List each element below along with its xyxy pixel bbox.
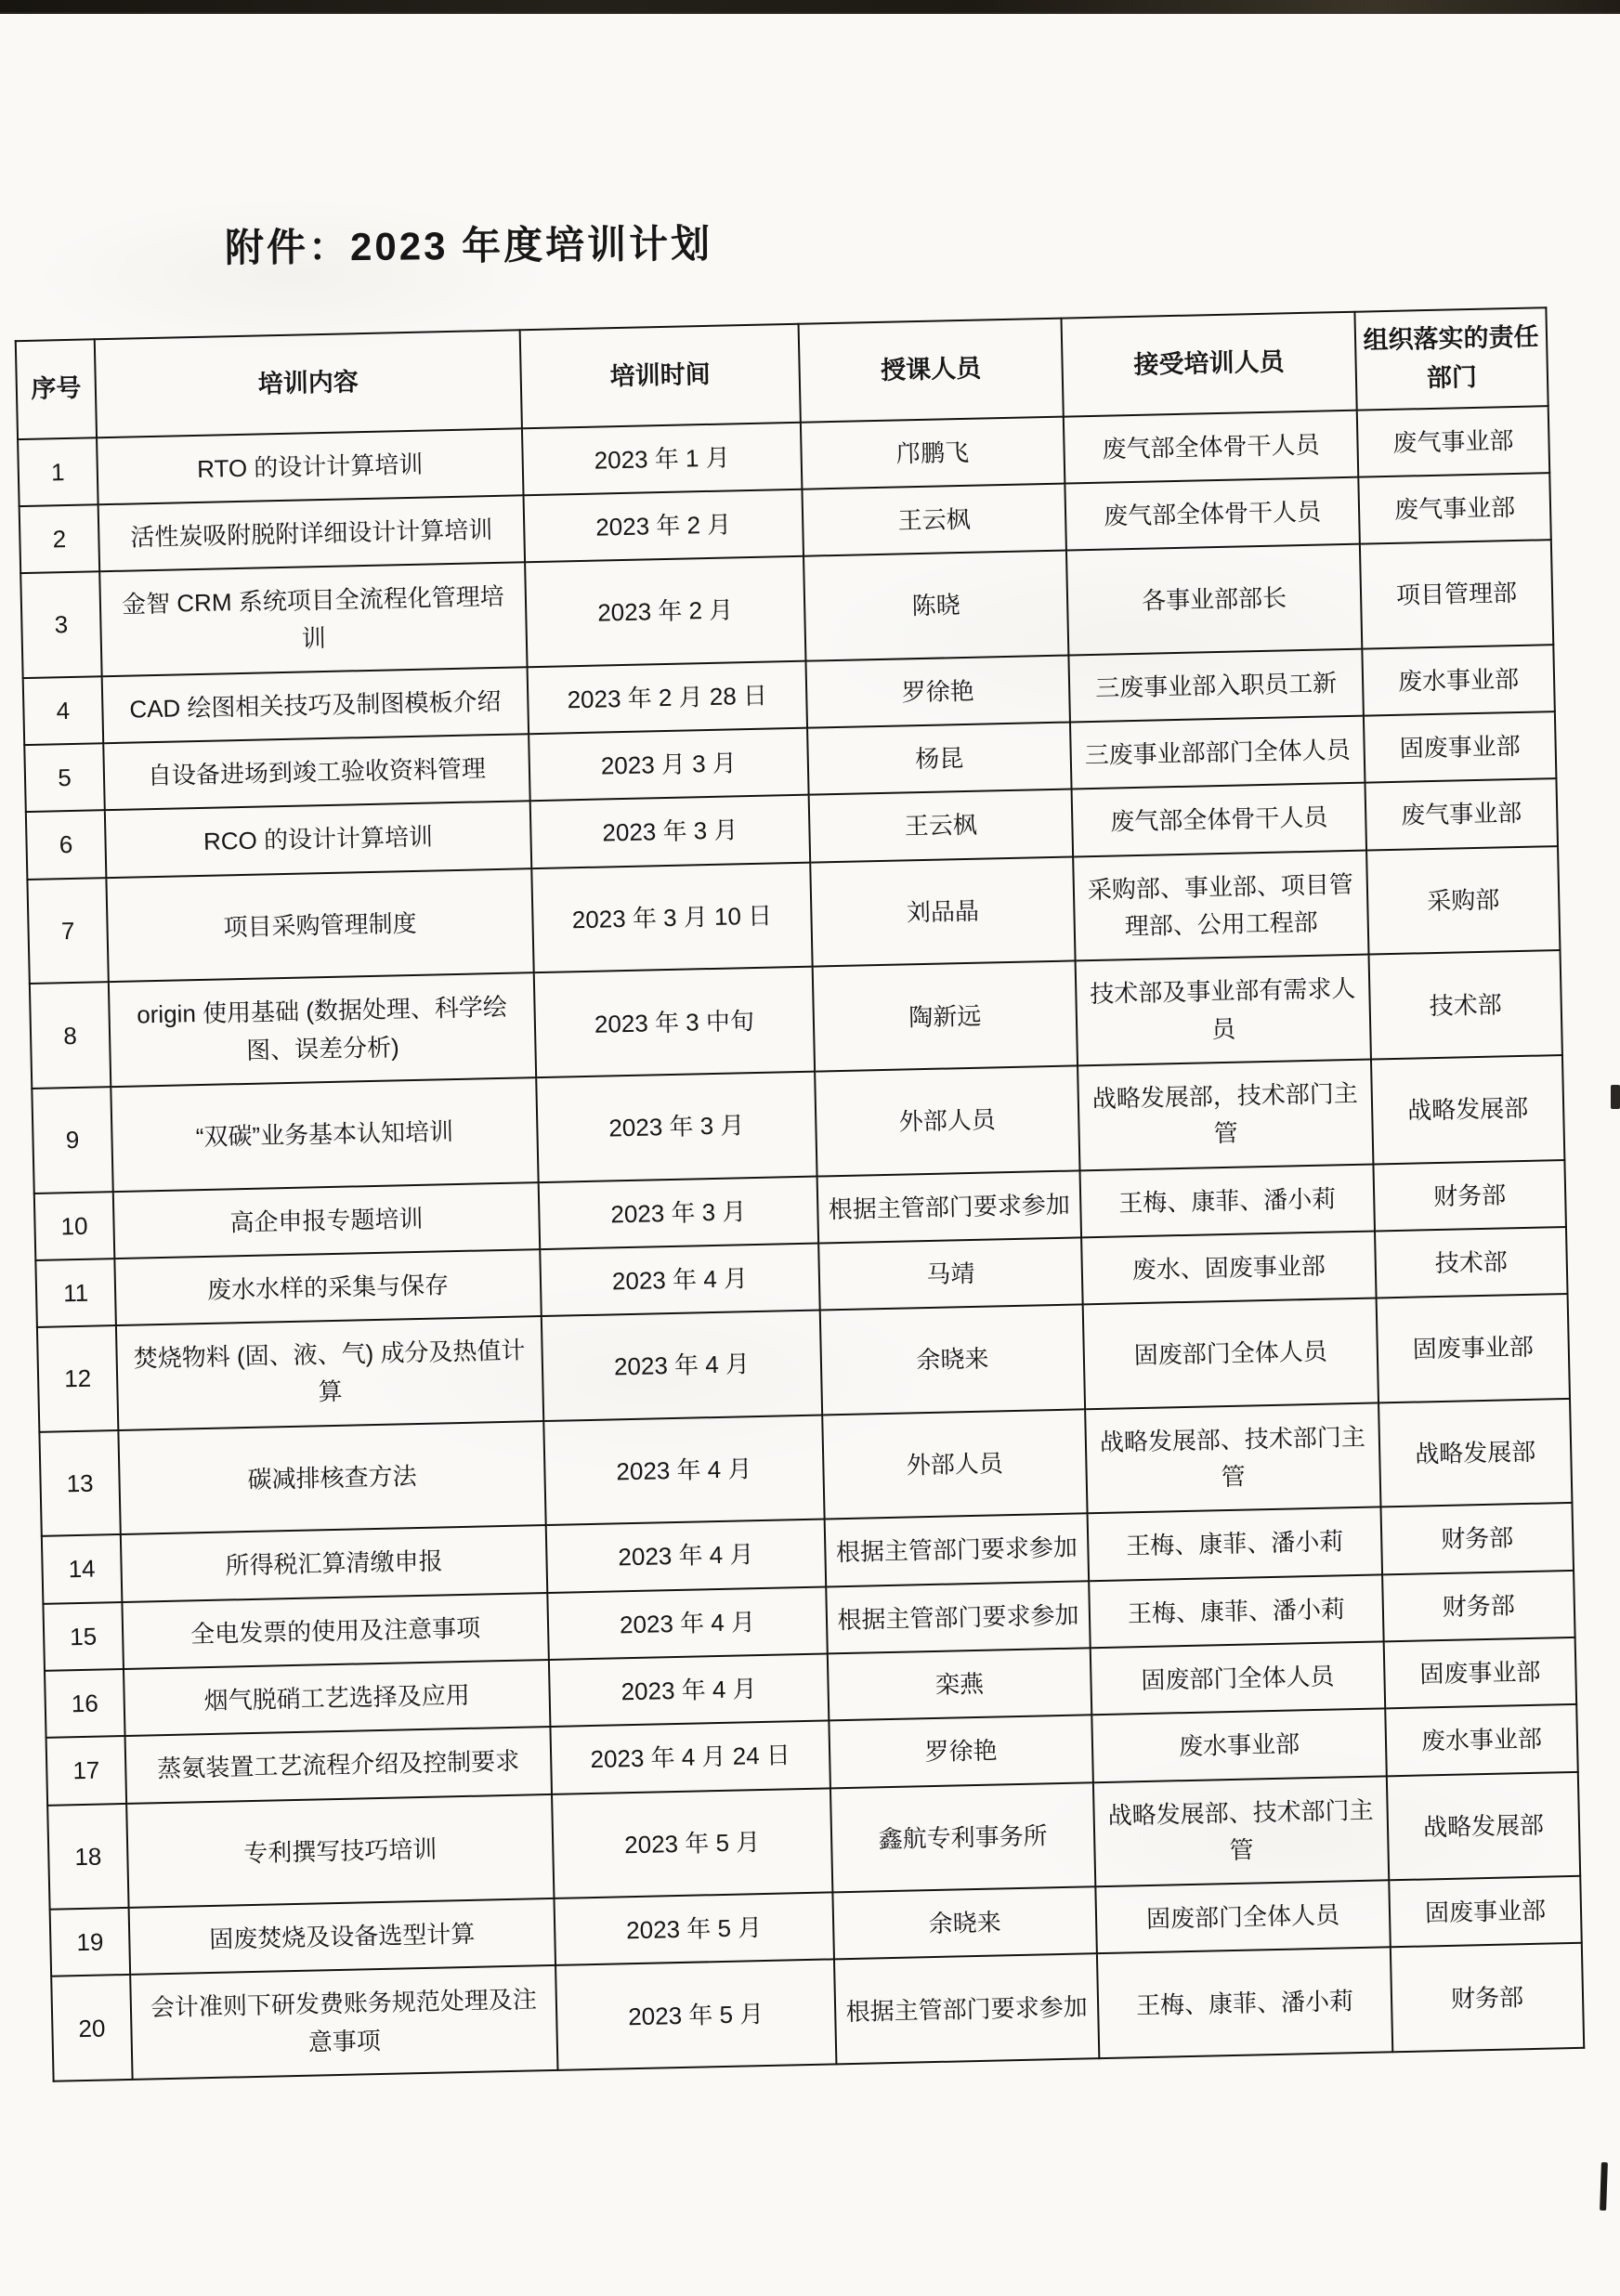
cell-content: origin 使用基础 (数据处理、科学绘图、误差分析) (109, 973, 536, 1088)
cell-instructor: 外部人员 (822, 1409, 1087, 1520)
cell-instructor: 根据主管部门要求参加 (834, 1954, 1099, 2065)
cell-trainees: 王梅、康菲、潘小莉 (1097, 1948, 1392, 2058)
cell-trainees: 废气部全体骨干人员 (1064, 410, 1359, 483)
cell-department: 项目管理部 (1360, 540, 1553, 648)
cell-department: 财务部 (1391, 1943, 1584, 2052)
table-header-col-trainees: 接受培训人员 (1061, 312, 1356, 417)
cell-content: 烟气脱硝工艺选择及应用 (124, 1660, 550, 1736)
cell-time: 2023 年 4 月 (543, 1415, 824, 1525)
cell-department: 采购部 (1366, 846, 1560, 955)
cell-trainees: 三废事业部入职员工新 (1068, 649, 1364, 723)
cell-instructor: 马靖 (818, 1237, 1083, 1310)
cell-trainees: 三废事业部部门全体人员 (1070, 716, 1365, 789)
cell-number: 7 (27, 878, 108, 984)
cell-trainees: 采购部、事业部、项目管理部、公用工程部 (1073, 850, 1368, 960)
cell-instructor: 罗徐艳 (829, 1715, 1093, 1787)
cell-instructor: 杨昆 (807, 723, 1072, 795)
cell-time: 2023 年 4 月 (542, 1311, 822, 1421)
cell-trainees: 废气部全体骨干人员 (1072, 783, 1367, 856)
cell-content: RCO 的设计计算培训 (105, 802, 531, 878)
cell-department: 废气事业部 (1358, 473, 1551, 544)
cell-trainees: 废气部全体骨干人员 (1065, 477, 1360, 551)
cell-number: 2 (20, 504, 100, 573)
cell-department: 废水事业部 (1362, 645, 1555, 716)
cell-time: 2023 年 4 月 (549, 1653, 830, 1727)
cell-number: 13 (39, 1430, 120, 1536)
cell-time: 2023 年 2 月 28 日 (528, 661, 808, 735)
cell-department: 技术部 (1375, 1227, 1568, 1298)
cell-time: 2023 年 4 月 (540, 1243, 820, 1316)
cell-number: 14 (42, 1534, 123, 1603)
cell-number: 20 (51, 1975, 132, 2081)
scan-artifact-top-edge (0, 0, 1620, 14)
cell-content: 碳减排核查方法 (118, 1421, 545, 1535)
cell-content: 项目采购管理制度 (106, 868, 533, 983)
cell-trainees: 废水事业部 (1091, 1709, 1387, 1782)
cell-number: 9 (32, 1087, 112, 1193)
cell-trainees: 废水、固废事业部 (1081, 1231, 1377, 1304)
cell-number: 10 (34, 1192, 115, 1260)
cell-department: 技术部 (1369, 950, 1562, 1059)
cell-department: 固废事业部 (1377, 1294, 1570, 1402)
cell-instructor: 王云枫 (809, 789, 1074, 862)
table-header-col-number: 序号 (16, 339, 97, 439)
cell-trainees: 技术部及事业部有需求人员 (1076, 955, 1371, 1065)
cell-time: 2023 年 5 月 (555, 1960, 836, 2070)
cell-instructor: 刘品晶 (810, 856, 1075, 967)
cell-content: 高企申报专题培训 (113, 1182, 540, 1259)
cell-instructor: 陶新远 (813, 961, 1078, 1072)
cell-number: 3 (20, 572, 101, 678)
cell-content: 固废焚烧及设备选型计算 (129, 1898, 555, 1975)
training-plan-table (15, 307, 1584, 2082)
cell-instructor: 余晓来 (832, 1886, 1097, 1959)
cell-time: 2023 年 5 月 (552, 1788, 832, 1898)
cell-trainees: 各事业部部长 (1066, 544, 1362, 655)
cell-content: 蒸氨装置工艺流程介绍及控制要求 (125, 1727, 552, 1803)
cell-time: 2023 年 2 月 (525, 556, 805, 667)
cell-number: 15 (43, 1602, 124, 1671)
cell-trainees: 固废部门全体人员 (1095, 1880, 1391, 1953)
cell-instructor: 根据主管部门要求参加 (826, 1581, 1091, 1653)
cell-trainees: 王梅、康菲、潘小莉 (1088, 1507, 1383, 1581)
cell-department: 战略发展部 (1378, 1399, 1572, 1507)
cell-time: 2023 年 3 月 (536, 1072, 817, 1182)
cell-instructor: 栾燕 (828, 1648, 1092, 1720)
cell-department: 财务部 (1382, 1571, 1575, 1642)
cell-instructor: 外部人员 (815, 1065, 1079, 1176)
cell-department: 固废事业部 (1384, 1637, 1577, 1709)
cell-content: 所得税汇算清缴申报 (121, 1525, 547, 1601)
cell-instructor: 王云枫 (802, 484, 1066, 556)
cell-number: 4 (23, 676, 104, 745)
cell-content: 焚烧物料 (固、液、气) 成分及热值计算 (116, 1316, 543, 1430)
cell-number: 11 (35, 1259, 116, 1327)
cell-number: 17 (46, 1736, 127, 1805)
cell-department: 废气事业部 (1357, 406, 1550, 477)
cell-number: 5 (24, 743, 105, 812)
cell-time: 2023 年 3 月 10 日 (531, 862, 812, 972)
page-title: 附件：2023 年度培训计划 (224, 221, 713, 270)
table-header-col-time: 培训时间 (520, 324, 801, 428)
cell-content: CAD 绘图相关技巧及制图模板介绍 (102, 667, 529, 743)
cell-trainees: 战略发展部、技术部门主管 (1093, 1776, 1389, 1886)
cell-number: 18 (47, 1803, 128, 1909)
cell-content: 金智 CRM 系统项目全流程化管理培训 (99, 563, 527, 677)
cell-instructor: 陈晓 (803, 551, 1068, 661)
cell-content: 会计准则下研发费账务规范处理及注意事项 (130, 1965, 557, 2080)
cell-trainees: 战略发展部、技术部门主管 (1085, 1402, 1380, 1513)
cell-department: 固废事业部 (1364, 711, 1557, 783)
cell-content: 活性炭吸附脱附详细设计计算培训 (98, 495, 525, 571)
cell-number: 6 (26, 811, 107, 880)
cell-trainees: 王梅、康菲、潘小莉 (1089, 1574, 1384, 1648)
cell-content: “双碳”业务基本认知培训 (111, 1077, 538, 1192)
cell-department: 战略发展部 (1371, 1055, 1564, 1164)
cell-department: 固废事业部 (1389, 1876, 1582, 1948)
cell-time: 2023 年 3 月 (539, 1176, 819, 1249)
cell-trainees: 固废部门全体人员 (1083, 1298, 1378, 1409)
cell-instructor: 鑫航专利事务所 (830, 1782, 1095, 1893)
cell-time: 2023 年 4 月 (546, 1520, 827, 1593)
cell-number: 16 (45, 1669, 125, 1738)
cell-time: 2023 年 5 月 (554, 1892, 834, 1965)
table-header-col-content: 培训内容 (95, 330, 522, 437)
cell-instructor: 根据主管部门要求参加 (825, 1514, 1090, 1586)
cell-content: 全电发票的使用及注意事项 (122, 1593, 548, 1669)
table-header-col-instructor: 授课人员 (799, 319, 1064, 423)
cell-instructor: 根据主管部门要求参加 (817, 1170, 1082, 1243)
scan-artifact-bottom-right-mark (1600, 2162, 1608, 2211)
cell-time: 2023 月 3 月 (529, 728, 809, 802)
cell-time: 2023 年 4 月 (547, 1586, 828, 1660)
cell-time: 2023 年 2 月 (524, 489, 804, 563)
cell-number: 1 (18, 437, 98, 506)
cell-content: RTO 的设计计算培训 (97, 428, 523, 504)
cell-trainees: 战略发展部，技术部门主管 (1078, 1059, 1373, 1169)
cell-department: 战略发展部 (1387, 1771, 1580, 1880)
cell-instructor: 邝鹏飞 (801, 416, 1065, 489)
table-header-col-department: 组织落实的责任部门 (1354, 307, 1548, 410)
cell-content: 自设备进场到竣工验收资料管理 (103, 734, 529, 810)
cell-number: 19 (50, 1908, 131, 1976)
cell-trainees: 王梅、康菲、潘小莉 (1080, 1164, 1376, 1237)
scan-artifact-right-mark (1611, 1085, 1620, 1109)
cell-department: 财务部 (1380, 1503, 1574, 1574)
cell-time: 2023 年 1 月 (522, 422, 803, 495)
cell-instructor: 余晓来 (820, 1305, 1085, 1415)
cell-department: 废水事业部 (1385, 1704, 1578, 1776)
cell-instructor: 罗徐艳 (805, 655, 1070, 727)
cell-department: 财务部 (1373, 1160, 1566, 1232)
cell-content: 废水水样的采集与保存 (114, 1249, 541, 1325)
cell-time: 2023 年 4 月 24 日 (550, 1721, 830, 1794)
cell-content: 专利撰写技巧培训 (126, 1794, 554, 1908)
cell-time: 2023 年 3 中旬 (534, 967, 815, 1077)
cell-time: 2023 年 3 月 (530, 795, 811, 868)
cell-number: 12 (37, 1325, 118, 1431)
cell-department: 废气事业部 (1365, 779, 1558, 851)
cell-trainees: 固废部门全体人员 (1091, 1641, 1386, 1715)
cell-number: 8 (30, 983, 111, 1089)
